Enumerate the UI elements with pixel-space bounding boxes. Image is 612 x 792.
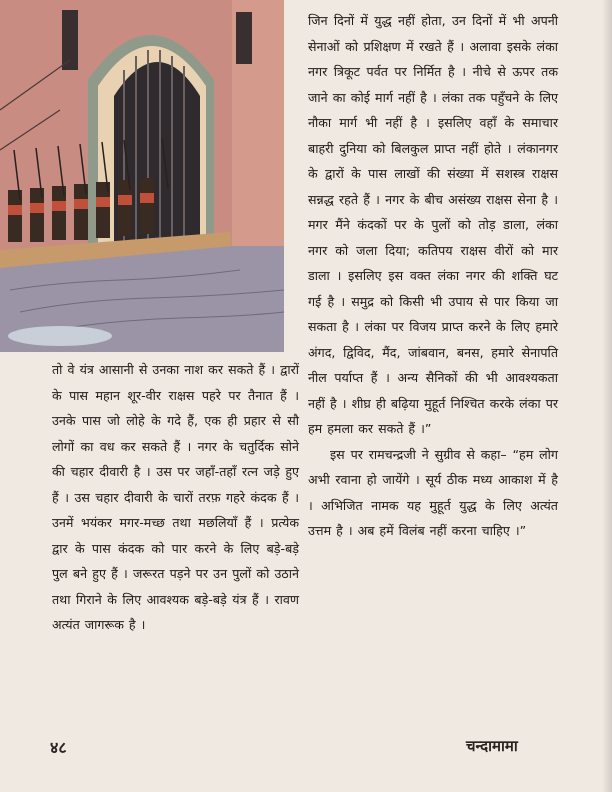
left-text-column — [52, 357, 299, 638]
palace-gate-soldiers-illustration — [0, 0, 300, 352]
page-edge-shadow — [602, 0, 612, 792]
palace-gate-illustration — [0, 0, 300, 352]
page-number: ४८ — [50, 738, 67, 757]
right-text-column — [308, 8, 558, 544]
paragraph: जिन दिनों में युद्ध नहीं होता, उन दिनों में भी अपनी सेनाओं को प्रशिक्षण में रखते हैं । अलावा इसके लंका नगर त्रिकूट पर्वत पर निर्मित है । नीचे से ऊपर तक जाने का कोई मार्ग नहीं है । लंका तक पहुँचने के लिए नौका मार्ग भी नहीं है । इसलिए वहाँ के समाचार बाहरी दुनिया को बिलकुल प्राप्त नहीं होते । लंकानगर के द्वारों के पास लाखों की संख्या में सशस्त्र राक्षस सन्नद्ध रहते हैं । नगर के बीच असंख्य राक्षस सेना है । मगर मैंने कंदकों पर के पुलों को तोड़ डाला, लंका नगर को जला दिया; कतिपय राक्षस वीरों को मार डाला । इसलिए इस वक्त लंका नगर की शक्ति घट गई है । समुद्र को किसी भी उपाय से पार किया जा सकता है । लंका पर विजय प्राप्त करने के लिए हमारे अंगद, द्विविद, मैंद, जांबवान, बनस, हमारे सेनापति नील पर्याप्त हैं । अन्य सैनिकों की भी आवश्यकता नहीं है । शीघ्र ही बढ़िया मुहूर्त निश्चित करके लंका पर हम हमला कर सकते हैं ।” — [308, 13, 558, 436]
paragraph: इस पर रामचन्द्रजी ने सुग्रीव से कहा– “हम लोग अभी रवाना हो जायेंगे । सूर्य ठीक मध्य आकाश में है । अभिजित नामक यह मुहूर्त युद्ध के लिए अत्यंत उत्तम है । अब हमें विलंब नहीं करना चाहिए ।” — [308, 446, 558, 538]
magazine-title: चन्दामामा — [466, 737, 518, 755]
paragraph: तो वे यंत्र आसानी से उनका नाश कर सकते हैं । द्वारों के पास महान शूर-वीर राक्षस पहरे पर तैनात हैं । उनके पास जो लोहे के गदे हैं, एक ही प्रहार से सौ लोगों का वध कर सकते हैं । नगर के चतुर्दिक सोने की चहार दीवारी है । उस पर जहाँ-तहाँ रत्न जड़े हुए हैं । उस चहार दीवारी के चारों तरफ़ गहरे कंदक हैं । उनमें भयंकर मगर-मच्छ तथा मछलियाँ हैं । प्रत्येक द्वार के पास कंदक को पार करने के लिए बड़े-बड़े पुल बने हुए हैं । जरूरत पड़ने पर उन पुलों को उठाने तथा गिराने के लिए आवश्यक बड़े-बड़े यंत्र हैं । रावण अत्यंत जागरूक है । — [52, 362, 299, 632]
